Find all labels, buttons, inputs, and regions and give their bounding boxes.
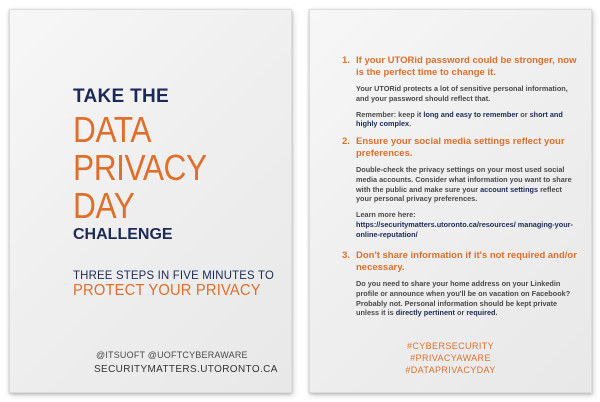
front-card	[9, 9, 292, 393]
step-text	[356, 279, 578, 318]
learn-more	[356, 210, 578, 220]
subtitle-three-steps: THREE STEPS IN FIVE MINUTES TO	[73, 268, 275, 282]
highlight-required: required	[466, 308, 496, 318]
title-day: DAY	[73, 185, 135, 226]
step-text-part: reflect your personal privacy preferences.	[356, 184, 562, 204]
step-heading: Ensure your social media settings reflect your preferences.	[356, 136, 565, 159]
hashtag: #CYBERSECURITY	[406, 341, 495, 351]
step-number: 2.	[342, 136, 350, 147]
step-1	[342, 55, 578, 135]
tip-highlight-long: long and easy to remember	[423, 109, 519, 119]
hashtags	[310, 340, 591, 376]
hashtag: #DATAPRIVACYDAY	[405, 365, 496, 375]
step-text-part: Do you need to share your home address on your Linkedin profile or announce when you'll be on vacation on Facebook? Probably not. Personal information should be kept private unless it is	[356, 279, 571, 318]
highlight-directly-pertinent: directly pertinent	[395, 308, 455, 318]
step-3	[342, 250, 578, 324]
step-tip	[356, 110, 578, 130]
highlight-account-settings: account settings	[480, 184, 539, 194]
back-card	[309, 9, 592, 393]
tip-highlight-short: short and highly complex	[356, 109, 563, 129]
tip-text-or: or	[518, 109, 530, 119]
title-privacy: PRIVACY	[73, 147, 207, 188]
learn-more-link[interactable]: https://securitymatters.utoronto.ca/resources/ managing-your-online-reputation/	[356, 219, 573, 239]
step-period: .	[495, 308, 498, 318]
step-heading: Don't share information if it's not required and/or necessary.	[356, 250, 577, 273]
step-number: 3.	[342, 250, 350, 261]
social-handles: @ITSUOFT @UOFTCYBERAWARE	[96, 350, 248, 360]
step-2	[342, 136, 578, 246]
subtitle-protect-privacy: PROTECT YOUR PRIVACY	[73, 282, 261, 299]
website-link[interactable]: SECURITYMATTERS.UTORONTO.CA	[94, 363, 278, 375]
title-take-the: TAKE THE	[73, 86, 169, 107]
step-text-or: or	[454, 308, 467, 318]
hashtag: #PRIVACYAWARE	[410, 353, 491, 363]
step-text	[356, 165, 578, 204]
step-number: 1.	[342, 55, 350, 66]
tip-text: Remember: keep it	[356, 109, 424, 119]
title-data: DATA	[73, 109, 152, 150]
tip-period: .	[409, 119, 412, 129]
step-text: Your UTORid protects a lot of sensitive personal information, and your password should reflect that.	[356, 84, 568, 103]
title-challenge: CHALLENGE	[73, 226, 173, 243]
step-heading: If your UTORid password could be stronger, now is the perfect time to change it.	[356, 55, 577, 78]
learn-more-label: Learn more here:	[356, 210, 416, 220]
step-text-part: Double-check the privacy settings on your most used social media accounts. Consider what information you want to share with the public and make sure your	[356, 165, 572, 194]
